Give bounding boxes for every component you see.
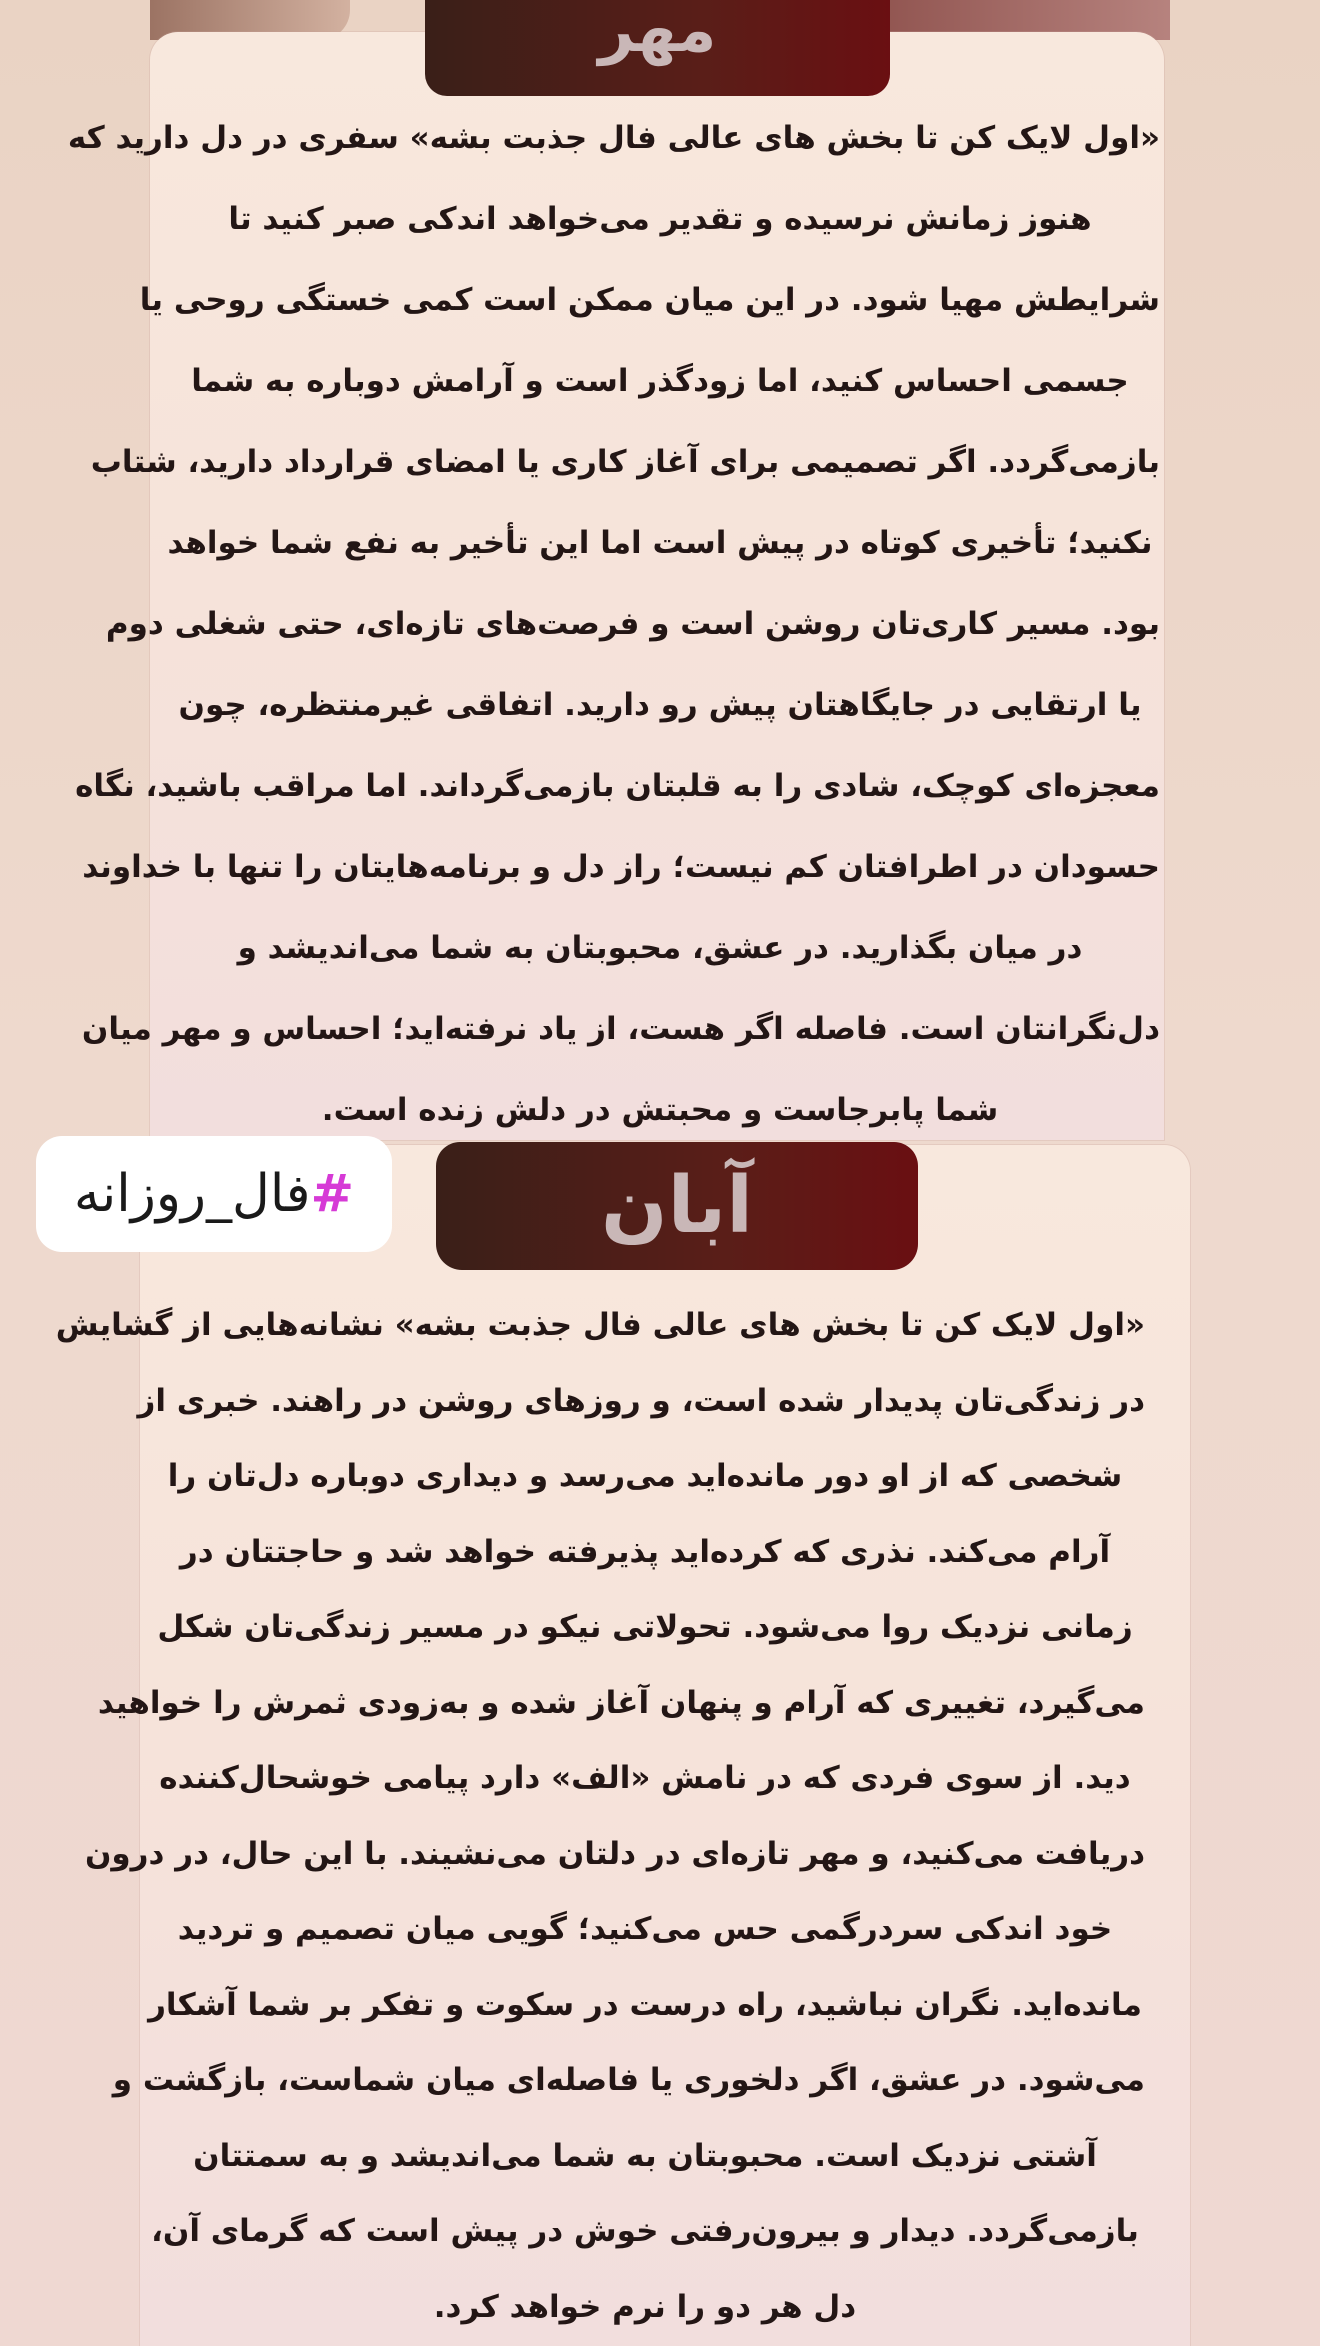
text-line: در میان بگذارید. در عشق، محبوبتان به شما می‌اندیشد و <box>237 930 1083 966</box>
text-line: زمانی نزدیک روا می‌شود. تحولاتی نیکو در مسیر زندگی‌تان شکل <box>157 1609 1133 1645</box>
text-line: آرام می‌کند. نذری که کرده‌اید پذیرفته خواهد شد و حاجتتان در <box>179 1533 1111 1570</box>
text-line: جسمی احساس کنید، اما زودگذر است و آرامش دوباره به شما <box>191 363 1129 399</box>
hashtag-sticker[interactable] <box>36 1136 392 1252</box>
text-line: بازمی‌گردد. اگر تصمیمی برای آغاز کاری یا امضای قرارداد دارید، شتاب <box>90 444 1160 480</box>
text-line: دل‌نگرانتان است. فاصله اگر هست، از یاد نرفته‌اید؛ احساس و مهر میان <box>81 1011 1160 1047</box>
text-line: مانده‌اید. نگران نباشید، راه درست در سکوت و تفکر بر شما آشکار <box>148 1986 1142 2023</box>
text-line: آشتی نزدیک است. محبوبتان به شما می‌اندیشد و به سمتتان <box>193 2137 1097 2174</box>
section-title-aban: آبان <box>601 1161 753 1251</box>
text-line: دریافت می‌کنید، و مهر تازه‌ای در دلتان می‌نشیند. با این حال، در درون <box>84 1835 1145 1872</box>
hashtag-symbol: # <box>310 1164 355 1224</box>
text-line: نکنید؛ تأخیری کوتاه در پیش است اما این تأخیر به نفع شما خواهد <box>167 525 1153 561</box>
text-line: شرایطش مهیا شود. در این میان ممکن است کمی خستگی روحی یا <box>139 282 1160 318</box>
text-line: بود. مسیر کاری‌تان روشن است و فرصت‌های تازه‌ای، حتی شغلی دوم <box>105 606 1160 642</box>
section-banner-mehr <box>425 0 890 96</box>
text-line: معجزه‌ای کوچک، شادی را به قلبتان بازمی‌گرداند. اما مراقب باشید، نگاه <box>75 768 1160 804</box>
section-title-mehr: مهر <box>598 0 717 66</box>
section-text-mehr <box>67 98 1160 1151</box>
text-line: می‌شود. در عشق، اگر دلخوری یا فاصله‌ای میان شماست، بازگشت و <box>112 2062 1145 2098</box>
text-line: شما پابرجاست و محبتش در دلش زنده است. <box>321 1092 999 1128</box>
text-line: «اول لایک کن تا بخش های عالی فال جذبت بشه» سفری در دل دارید که <box>67 120 1160 156</box>
text-line: یا ارتقایی در جایگاهتان پیش رو دارید. اتفاقی غیرمنتظره، چون <box>178 687 1142 723</box>
hashtag-text: فال_روزانه <box>73 1164 311 1224</box>
text-line: دل هر دو را نرم خواهد کرد. <box>433 2288 857 2325</box>
text-line: حسودان در اطرافتان کم نیست؛ راز دل و برنامه‌هایتان را تنها با خداوند <box>82 849 1160 885</box>
text-line: بازمی‌گردد. دیدار و بیرون‌رفتی خوش در پیش است که گرمای آن، <box>151 2213 1139 2249</box>
text-line: در زندگی‌تان پدیدار شده است، و روزهای روشن در راهند. خبری از <box>137 1382 1145 1419</box>
text-line: هنوز زمانش نرسیده و تقدیر می‌خواهد اندکی صبر کنید تا <box>228 201 1092 237</box>
text-line: می‌گیرد، تغییری که آرام و پنهان آغاز شده و به‌زودی ثمرش را خواهید <box>97 1684 1145 1721</box>
text-line: «اول لایک کن تا بخش های عالی فال جذبت بشه» نشانه‌هایی از گشایش <box>55 1307 1145 1343</box>
text-line: دید. از سوی فردی که در نامش «الف» دارد پیامی خوشحال‌کننده <box>159 1760 1131 1796</box>
text-line: خود اندکی سردرگمی حس می‌کنید؛ گویی میان تصمیم و تردید <box>177 1911 1113 1947</box>
text-line: شخصی که از او دور مانده‌اید می‌رسد و دیداری دوباره دل‌تان را <box>167 1458 1123 1494</box>
section-banner-aban <box>436 1142 918 1270</box>
section-text-aban <box>55 1288 1145 2345</box>
